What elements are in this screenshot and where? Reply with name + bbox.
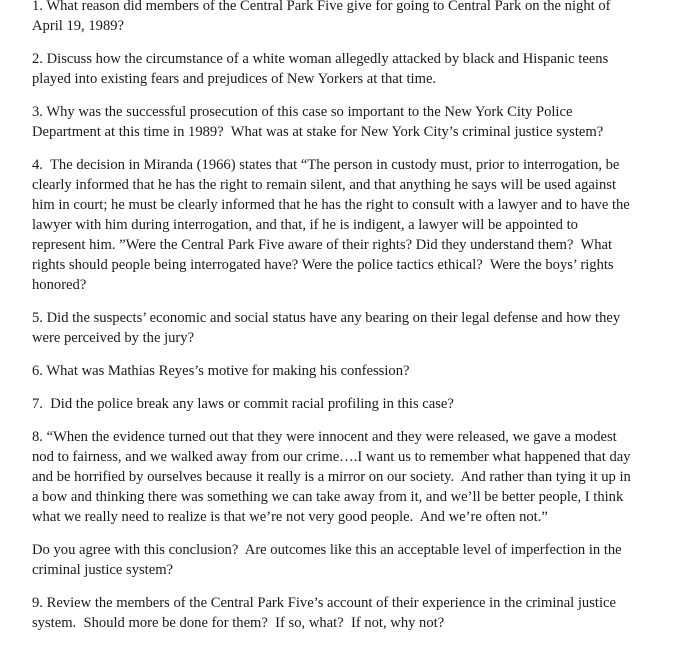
document-body — [32, 0, 632, 646]
question-9: 9. Review the members of the Central Park Five’s account of their experience in the criminal justice system. Should more be done for them? If so, what? If not, why not? — [32, 595, 616, 631]
question-2: 2. Discuss how the circumstance of a white woman allegedly attacked by black and Hispanic teens played into existing fears and prejudices of New Yorkers at that time. — [32, 51, 609, 87]
question-7: 7. Did the police break any laws or commit racial profiling in this case? — [32, 396, 454, 412]
question-4: 4. The decision in Miranda (1966) states that “The person in custody must, prior to interrogation, be clearly informed that he has the right to remain silent, and that anything he says will be used against him in court; he must be clearly informed that he has the right to consult with a lawyer and to have the lawyer with him during interrogation, and that, if he is indigent, a lawyer will be appointed to represent him. ”Were the Central Park Five aware of their rights? Did they understand them? What rights should people being interrogated have? Were the police tactics ethical? Were the boys’ rights honored? — [32, 157, 630, 293]
question-8: 8. “When the evidence turned out that they were innocent and they were released, we gave a modest nod to fairness, and we walked away from our crime….I want us to remember what happened that day and be horrified by ourselves because it really is a mirror on our society. And rather than tying it up in a bow and thinking there was something we can take away from it, and we’ll be better people, I think what we really need to realize is that we’re not very good people. And we’re often not.” — [32, 429, 631, 525]
question-5: 5. Did the suspects’ economic and social status have any bearing on their legal defense and how they were perceived by the jury? — [32, 310, 621, 346]
question-8-followup: Do you agree with this conclusion? Are outcomes like this an acceptable level of imperfection in the criminal justice system? — [32, 542, 622, 578]
question-3: 3. Why was the successful prosecution of this case so important to the New York City Police Department at this time in 1989? What was at stake for New York City’s criminal justice system? — [32, 104, 604, 140]
question-1: 1. What reason did members of the Central Park Five give for going to Central Park on the night of April 19, 1989? — [32, 0, 611, 34]
question-6: 6. What was Mathias Reyes’s motive for making his confession? — [32, 363, 410, 379]
